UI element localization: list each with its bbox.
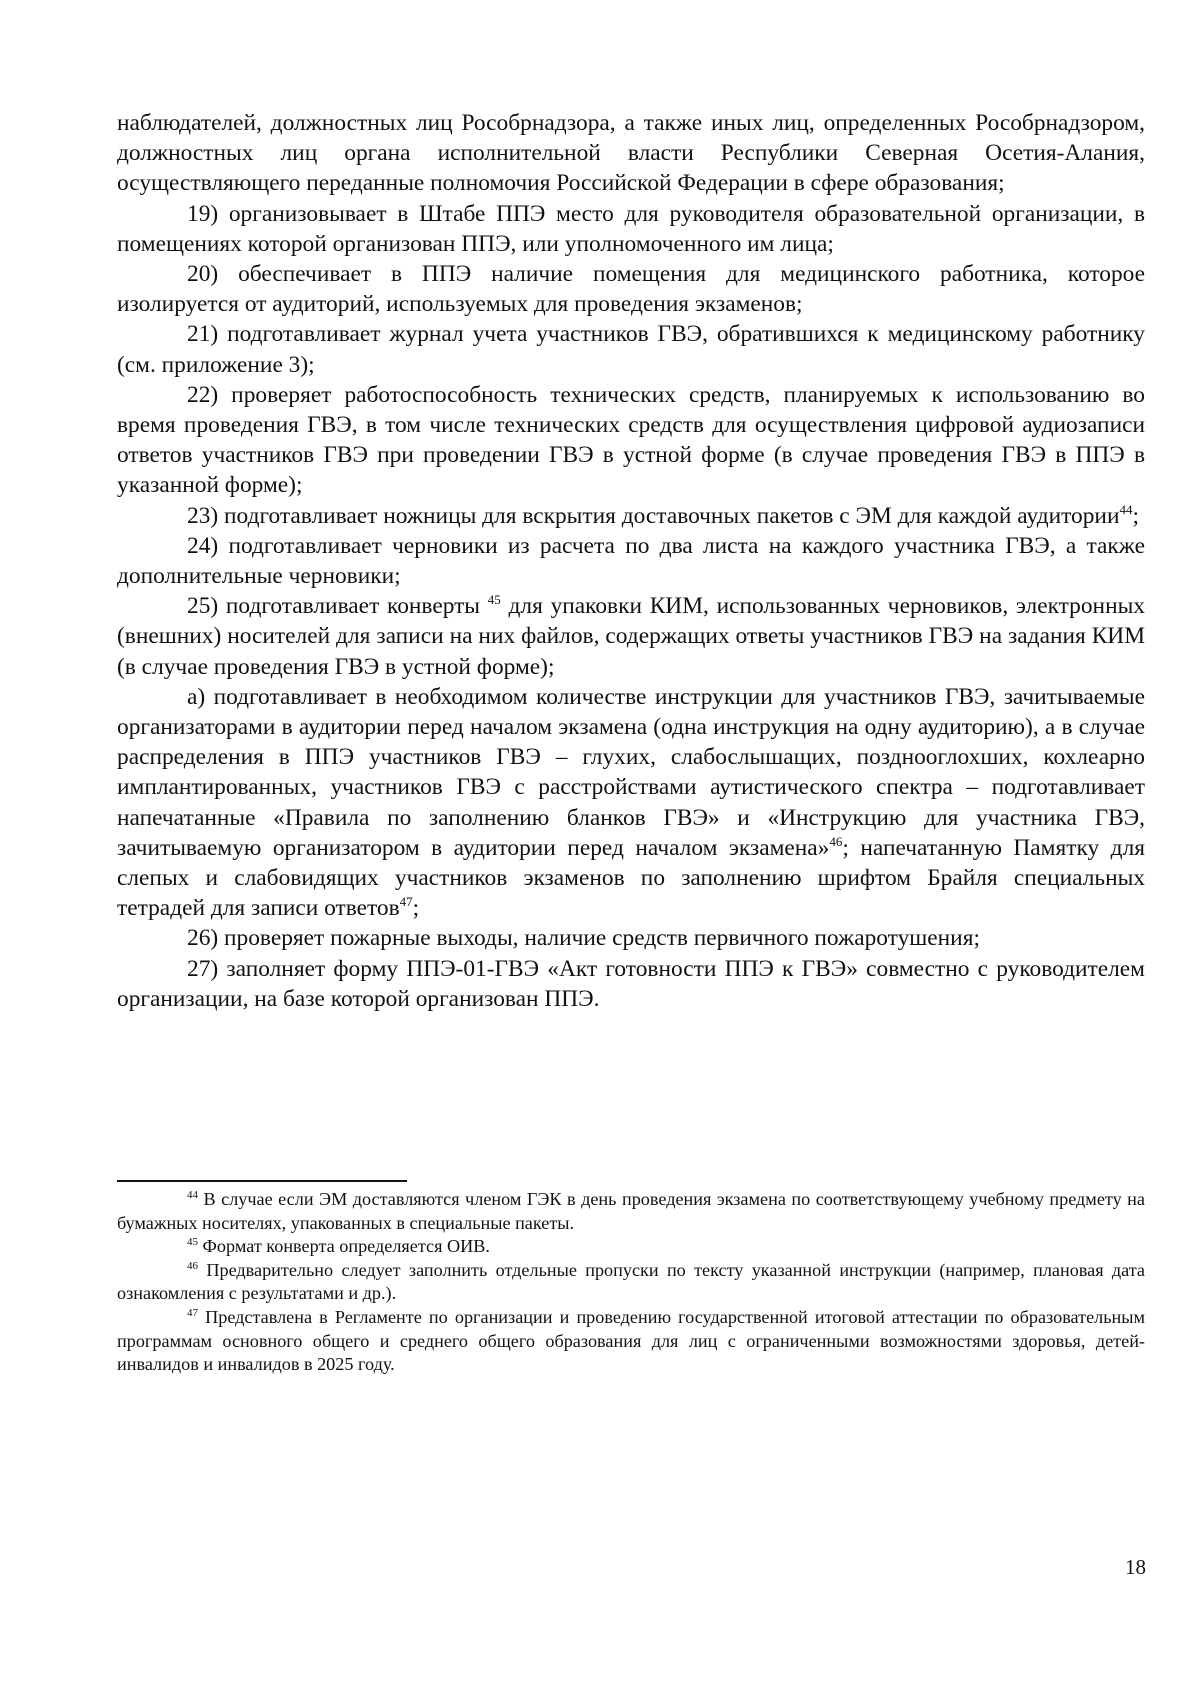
footnote-ref-45: 45 [487,592,501,608]
footnote-number: 46 [187,1259,198,1272]
footnote-text: Предварительно следует заполнить отдельные пропуски по тексту указанной инструкции (например, плановая дата ознакомления с результатами и др.). [117,1259,1146,1304]
paragraph-item-20: 20) обеспечивает в ППЭ наличие помещения для медицинского работника, которое изолируется от аудиторий, используемых для проведения экзаменов; [117,261,1145,318]
footnote-text: Формат конверта определяется ОИВ. [202,1236,490,1257]
footnote-ref-46: 46 [829,833,843,849]
footnote-number: 45 [187,1236,198,1249]
paragraph-text: 25) подготавливает конверты [187,593,488,620]
paragraph-item-a [117,682,1145,924]
footnote-ref-44: 44 [1119,501,1133,517]
paragraph-item-19: 19) организовывает в Штабе ППЭ место для руководителя образовательной организации, в помещениях которой организован ППЭ, или уполномоченного им лица; [117,200,1145,257]
footnote-ref-47: 47 [399,894,413,910]
footnotes [117,1188,1145,1377]
paragraph-continuation: наблюдателей, должностных лиц Рособрнадзора, а также иных лиц, определенных Рособрнадзором, должностных лиц органа исполнительной власти Республики Северная Осетия-Алания, осуществляющего переданные полномочия Российской Федерации в сфере образования; [117,110,1145,197]
footnote-text: В случае если ЭМ доставляются членом ГЭК в день проведения экзамена по соответствующему учебному предмету на бумажных носителях, упакованных в специальные пакеты. [117,1189,1145,1233]
footnote-46 [117,1259,1145,1306]
body-text [117,108,1145,1014]
paragraph-item-24: 24) подготавливает черновики из расчета по два листа на каждого участника ГВЭ, а также дополнительные черновики; [117,532,1145,590]
paragraph-item-26: 26) проверяет пожарные выходы, наличие средств первичного пожаротушения; [187,925,980,952]
footnote-47 [117,1306,1145,1377]
footnote-number: 47 [187,1307,198,1320]
footnote-number: 44 [187,1189,198,1202]
paragraph-item-23 [117,501,1145,531]
paragraph-item-25 [117,591,1145,682]
footnote-divider [117,1180,407,1182]
paragraph-item-21: 21) подготавливает журнал учета участников ГВЭ, обратившихся к медицинскому работнику (см. приложение 3); [117,321,1145,378]
paragraph-text: ; [1132,502,1139,529]
paragraph-item-27: 27) заполняет форму ППЭ-01-ГВЭ «Акт готовности ППЭ к ГВЭ» совместно с руководителем организации, на базе которой организован ППЭ. [117,955,1145,1012]
footnote-45 [117,1235,1145,1259]
paragraph-text: 23) подготавливает ножницы для вскрытия доставочных пакетов с ЭМ для каждой аудитории [187,502,1120,529]
paragraph-text: ; [412,895,420,922]
footnote-text: Представлена в Регламенте по организации и проведению государственной итоговой аттестации по образовательным программам основного общего и среднего общего образования для лиц с ограниченными возможностями здоровья, детей-инвалидов и инвалидов в 2025 году. [117,1307,1145,1375]
page-number: 18 [1125,1555,1146,1579]
spacer [117,1014,1145,1180]
paragraph-text: ; напечатанную Памятку для слепых и слабовидящих участников экзаменов по заполнению шрифтом Брайля специальных тетрадей для записи ответов [117,834,1146,922]
footnote-44 [117,1188,1145,1235]
paragraph-text: а) подготавливает в необходимом количестве инструкции для участников ГВЭ, зачитываемые организаторами в аудитории перед началом экзамена (одна инструкция на одну аудиторию), а в случае распределения в ППЭ участников ГВЭ – глухих, слабослышащих, позднооглохших, кохлеарно имплантированных, участников ГВЭ с расстройствами аутистического спектра – подготавливает напечатанные «Правила по заполнению бланков ГВЭ» и «Инструкцию для участника ГВЭ, зачитываемую организатором в аудитории перед началом экзамена» [117,683,1145,861]
paragraph-text: для упаковки КИМ, использованных черновиков, электронных (внешних) носителей для записи на них файлов, содержащих ответы участников ГВЭ на задания КИМ (в случае проведения ГВЭ в устной форме); [117,593,1145,680]
paragraph-item-22: 22) проверяет работоспособность технических средств, планируемых к использованию во время проведения ГВЭ, в том числе технических средств для осуществления цифровой аудиозаписи ответов участников ГВЭ при проведении ГВЭ в устной форме (в случае проведения ГВЭ в ППЭ в указанной форме); [117,381,1145,499]
